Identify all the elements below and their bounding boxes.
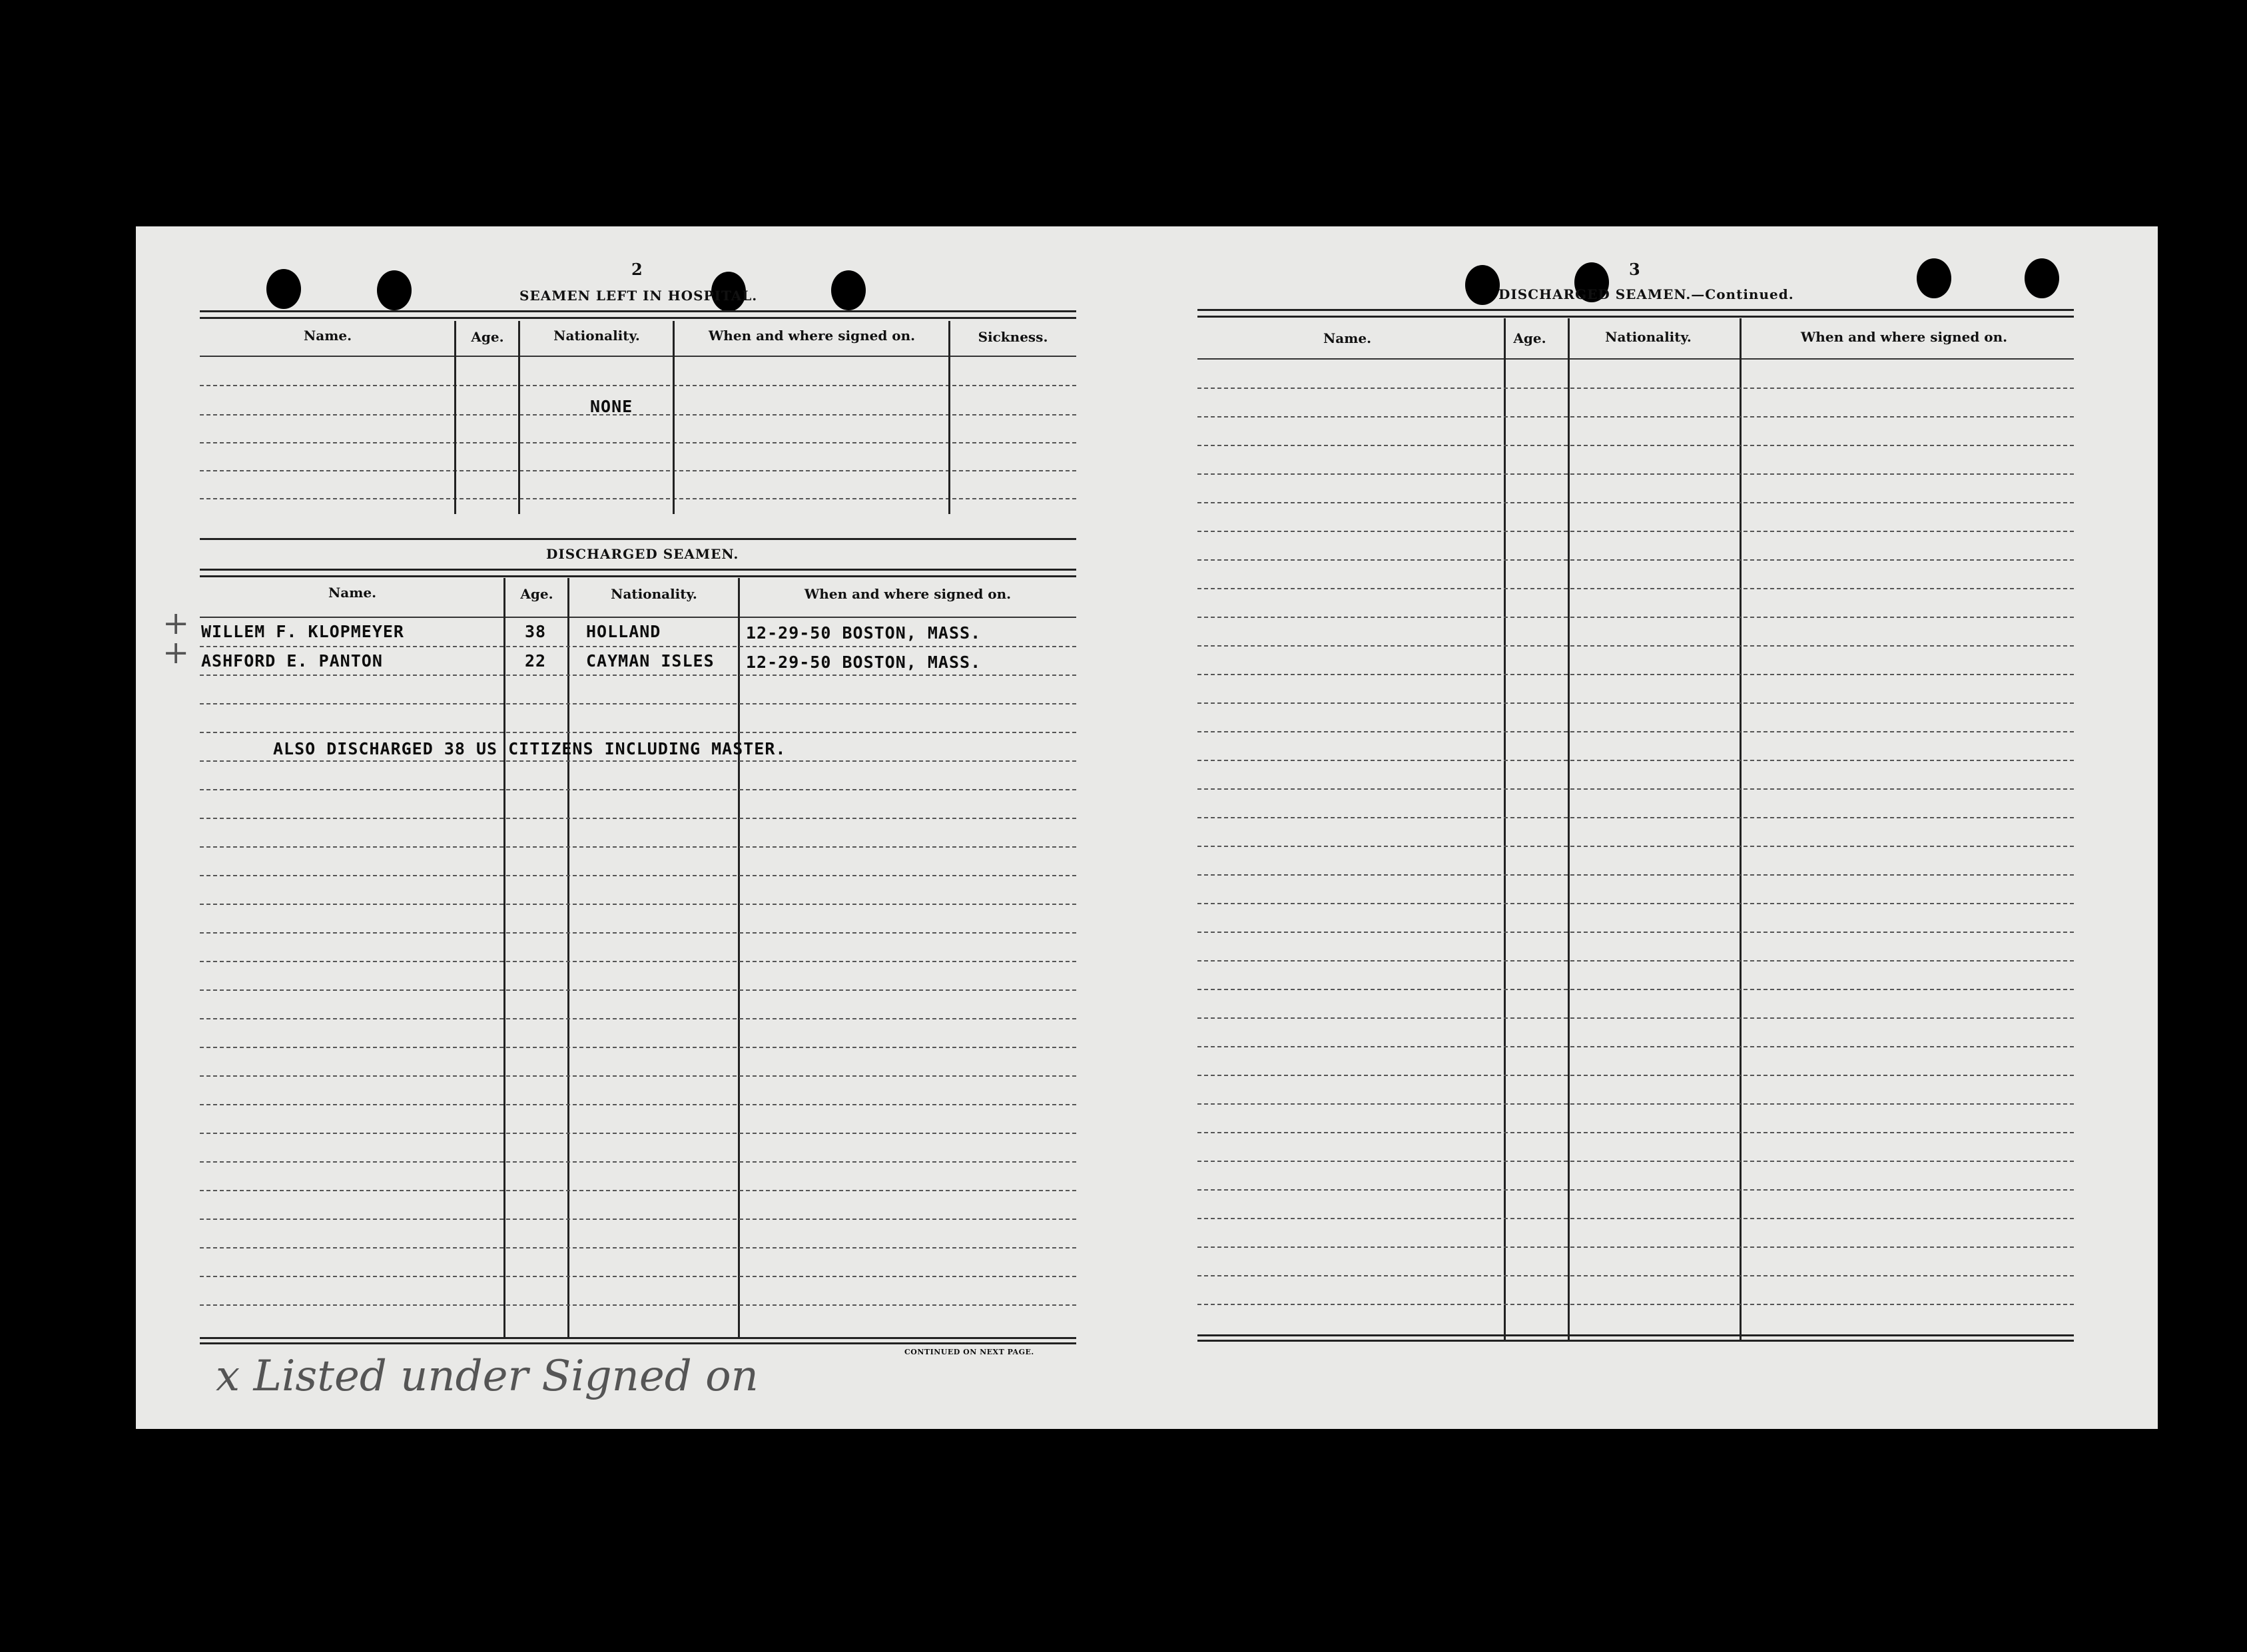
ruled-line	[1197, 1103, 2074, 1105]
ruled-line	[200, 1018, 1076, 1019]
row-signed-on: 12-29-50 BOSTON, MASS.	[746, 623, 982, 643]
punch-hole	[831, 270, 866, 310]
hospital-entry-none: NONE	[590, 397, 633, 416]
section-title-discharged-continued: DISCHARGED SEAMEN.—Continued.	[1498, 286, 1794, 302]
ruled-line	[200, 989, 1076, 991]
handwritten-note: x Listed under Signed on	[216, 1352, 759, 1401]
ruled-line	[200, 932, 1076, 934]
ruled-line	[200, 818, 1076, 819]
ruled-line	[200, 789, 1076, 790]
row-age: 22	[525, 651, 547, 671]
ruled-line	[1197, 1161, 2074, 1162]
ruled-line	[200, 904, 1076, 905]
row-nationality: CAYMAN ISLES	[586, 651, 715, 671]
ruled-line	[200, 1247, 1076, 1248]
ruled-line	[200, 1190, 1076, 1191]
header-signed-on: When and where signed on.	[708, 328, 916, 344]
ruled-line	[1197, 1017, 2074, 1019]
ruled-line	[1197, 731, 2074, 732]
ruled-line	[1197, 416, 2074, 417]
page-number: 2	[631, 260, 643, 279]
ruled-line	[200, 1133, 1076, 1134]
ruled-line	[1197, 989, 2074, 990]
ruled-line	[200, 1304, 1076, 1306]
ruled-line	[1197, 932, 2074, 933]
row-age: 38	[525, 622, 547, 641]
ruled-line	[200, 1075, 1076, 1077]
ruled-line	[1197, 702, 2074, 704]
punch-hole	[377, 270, 412, 310]
ruled-line	[200, 1161, 1076, 1163]
ruled-line	[1197, 1189, 2074, 1191]
ruled-line	[200, 732, 1076, 733]
ruled-line	[200, 1047, 1076, 1048]
section-title-hospital: SEAMEN LEFT IN HOSPITAL.	[519, 288, 758, 304]
ruled-line	[200, 875, 1076, 876]
check-mark: +	[162, 605, 190, 642]
ruled-line	[200, 1104, 1076, 1105]
ruled-line	[200, 703, 1076, 704]
header-nationality: Nationality.	[1605, 329, 1692, 345]
ruled-line	[200, 675, 1076, 676]
ruled-line	[1197, 846, 2074, 847]
ruled-line	[1197, 559, 2074, 561]
header-signed-on: When and where signed on.	[1800, 329, 2008, 345]
ruled-line	[1197, 760, 2074, 761]
ruled-line	[1197, 1304, 2074, 1305]
header-nationality: Nationality.	[553, 328, 640, 344]
ruled-line	[1197, 1275, 2074, 1276]
row-nationality: HOLLAND	[586, 622, 661, 641]
ruled-line	[200, 760, 1076, 762]
punch-hole	[1465, 265, 1500, 305]
ruled-line	[200, 1219, 1076, 1220]
ruled-line	[1197, 1246, 2074, 1248]
ruled-line	[200, 646, 1076, 647]
ruled-line	[1197, 531, 2074, 532]
ruled-line	[1197, 588, 2074, 589]
punch-hole	[1917, 258, 1951, 298]
header-name: Name.	[303, 328, 352, 344]
ruled-line	[1197, 473, 2074, 475]
row-signed-on: 12-29-50 BOSTON, MASS.	[746, 653, 982, 672]
ruled-line	[1197, 874, 2074, 876]
continued-footer: CONTINUED ON NEXT PAGE.	[904, 1348, 1034, 1356]
header-signed-on: When and where signed on.	[804, 586, 1012, 602]
ruled-line	[200, 961, 1076, 962]
header-age: Age.	[471, 329, 504, 345]
ruled-line	[1197, 445, 2074, 446]
ruled-line	[1197, 1132, 2074, 1133]
ruled-line	[1197, 788, 2074, 790]
ruled-line	[1197, 645, 2074, 647]
document-sheet	[136, 226, 2158, 1429]
discharge-note: ALSO DISCHARGED 38 US CITIZENS INCLUDING MASTER.	[273, 739, 787, 758]
ruled-line	[1197, 674, 2074, 675]
check-mark: +	[162, 634, 190, 671]
header-age: Age.	[1513, 330, 1546, 346]
ruled-line	[1197, 388, 2074, 389]
punch-hole	[2025, 258, 2059, 298]
section-title-discharged: DISCHARGED SEAMEN.	[546, 546, 739, 562]
ruled-line	[1197, 1046, 2074, 1047]
ruled-line	[1197, 903, 2074, 904]
row-name: ASHFORD E. PANTON	[201, 651, 383, 671]
header-name: Name.	[1323, 330, 1372, 346]
punch-hole	[266, 269, 301, 309]
ruled-line	[200, 846, 1076, 848]
ruled-line	[200, 1276, 1076, 1277]
ruled-line	[1197, 502, 2074, 503]
header-nationality: Nationality.	[611, 586, 697, 602]
page-number: 3	[1629, 260, 1640, 279]
ruled-line	[1197, 817, 2074, 818]
header-age: Age.	[520, 586, 553, 602]
header-sickness: Sickness.	[978, 329, 1048, 345]
ruled-line	[1197, 1075, 2074, 1076]
ruled-line	[1197, 617, 2074, 618]
header-name: Name.	[328, 585, 377, 601]
row-name: WILLEM F. KLOPMEYER	[201, 622, 404, 641]
ruled-line	[1197, 960, 2074, 962]
ruled-line	[1197, 1218, 2074, 1219]
